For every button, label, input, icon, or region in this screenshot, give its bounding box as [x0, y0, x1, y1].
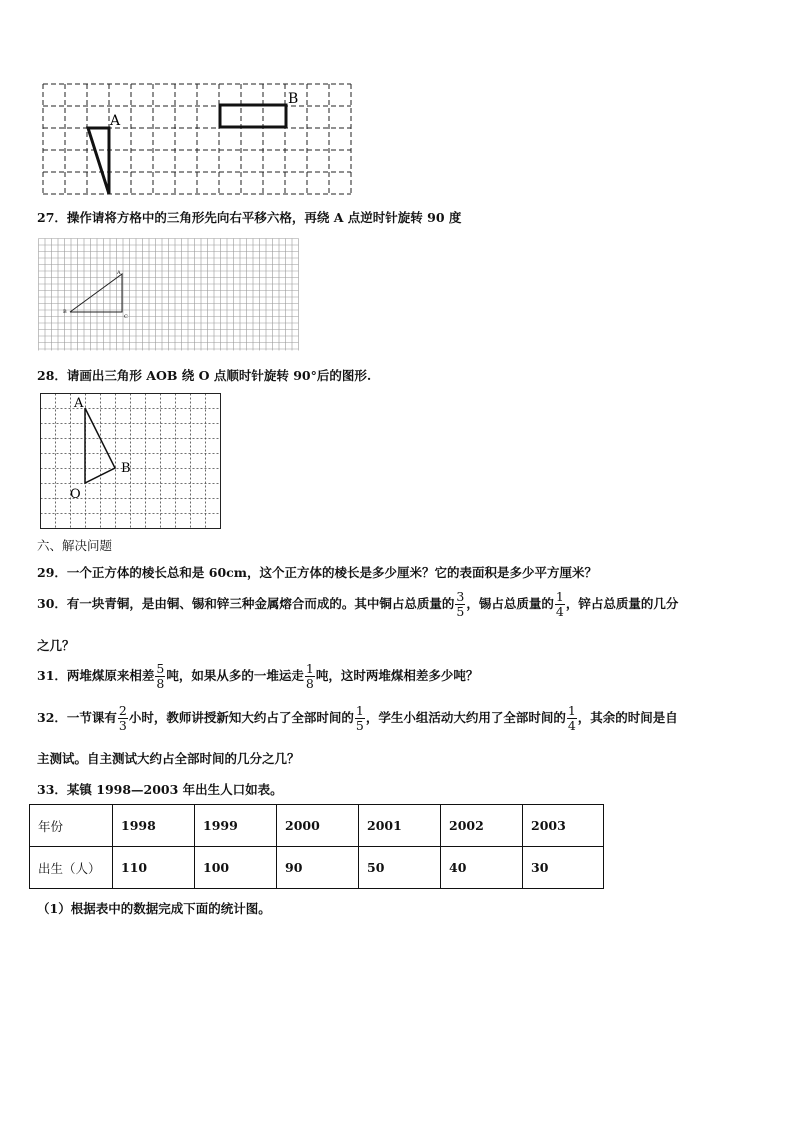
q31-fraction-2: $\frac{1}{8}$ [305, 661, 314, 691]
q30-fraction-1: $\frac{3}{5}$ [456, 589, 465, 619]
label-a: A [110, 113, 121, 129]
table-cell: 30 [523, 847, 604, 889]
table-cell: 1998 [113, 805, 195, 847]
section-title: 六、解决问题 [37, 538, 113, 553]
q32-fraction-1: $\frac{2}{3}$ [118, 703, 127, 733]
question-32-line2: 主测试。自主测试大约占全部时间的几分之几？ [37, 751, 300, 766]
rectangle-b [220, 105, 286, 127]
table-cell: 40 [441, 847, 523, 889]
question-30 [37, 590, 678, 619]
table-cell: 50 [359, 847, 441, 889]
top-grid-figure [40, 82, 358, 196]
question-33-sub1: （1）根据表中的数据完成下面的统计图。 [37, 901, 271, 916]
q32-fraction-2: $\frac{1}{5}$ [355, 703, 364, 733]
table-cell: 2001 [359, 805, 441, 847]
q32-part4: ，其余的时间是自 [577, 710, 678, 725]
table-cell: 1999 [195, 805, 277, 847]
q31-fraction-1: $\frac{5}{8}$ [156, 661, 165, 691]
q28-label-b: B [121, 461, 131, 476]
question-28: 28．请画出三角形 AOB 绕 O 点顺时针旋转 90°后的图形. [37, 368, 372, 383]
q27-triangle [70, 274, 122, 312]
label-b: B [288, 91, 299, 107]
triangle-a [88, 128, 109, 194]
question-33: 33．某镇 1998—2003 年出生人口如表。 [37, 782, 283, 797]
q27-label-c: C [124, 314, 128, 320]
q32-part3: ，学生小组活动大约用了全部时间的 [365, 710, 566, 725]
table-cell: 2002 [441, 805, 523, 847]
question-27: 27．操作请将方格中的三角形先向右平移六格，再绕 A 点逆时针旋转 90 度 [37, 210, 462, 225]
q30-part3: ，锌占总质量的几分 [565, 596, 679, 611]
question-32 [37, 704, 678, 733]
q27-label-b: B [63, 309, 67, 315]
table-cell: 90 [277, 847, 359, 889]
q30-part2: ，锡占总质量的 [466, 596, 554, 611]
q30-part1: 30．有一块青铜，是由铜、锡和锌三种金属熔合而成的。其中铜占总质量的 [37, 596, 455, 611]
question-29: 29．一个正方体的棱长总和是 60cm，这个正方体的棱长是多少厘米？它的表面积是多少平方厘米？ [37, 565, 597, 580]
q31-part2: 吨，如果从多的一堆运走 [166, 668, 304, 683]
table-cell: 100 [195, 847, 277, 889]
q31-part1: 31．两堆煤原来相差 [37, 668, 155, 683]
table-cell: 110 [113, 847, 195, 889]
q28-triangle [85, 408, 115, 483]
q28-grid-figure [40, 393, 222, 530]
q32-part2: 小时，教师讲授新知大约占了全部时间的 [128, 710, 354, 725]
table-header-row [30, 805, 604, 847]
q32-part1: 32．一节课有 [37, 710, 117, 725]
q27-label-a: A [117, 270, 121, 276]
question-31 [37, 662, 478, 691]
q30-fraction-2: $\frac{1}{4}$ [555, 589, 564, 619]
table-cell: 年份 [30, 805, 113, 847]
question-30-line2: 之几？ [37, 638, 75, 653]
q28-label-a: A [74, 396, 84, 411]
table-cell: 2000 [277, 805, 359, 847]
table-cell: 出生（人） [30, 847, 113, 889]
q27-grid-figure [38, 238, 300, 352]
table-cell: 2003 [523, 805, 604, 847]
q31-part3: 吨，这时两堆煤相差多少吨？ [315, 668, 479, 683]
population-table [29, 804, 604, 889]
q32-fraction-3: $\frac{1}{4}$ [567, 703, 576, 733]
q28-label-o: O [70, 487, 81, 502]
table-row [30, 847, 604, 889]
